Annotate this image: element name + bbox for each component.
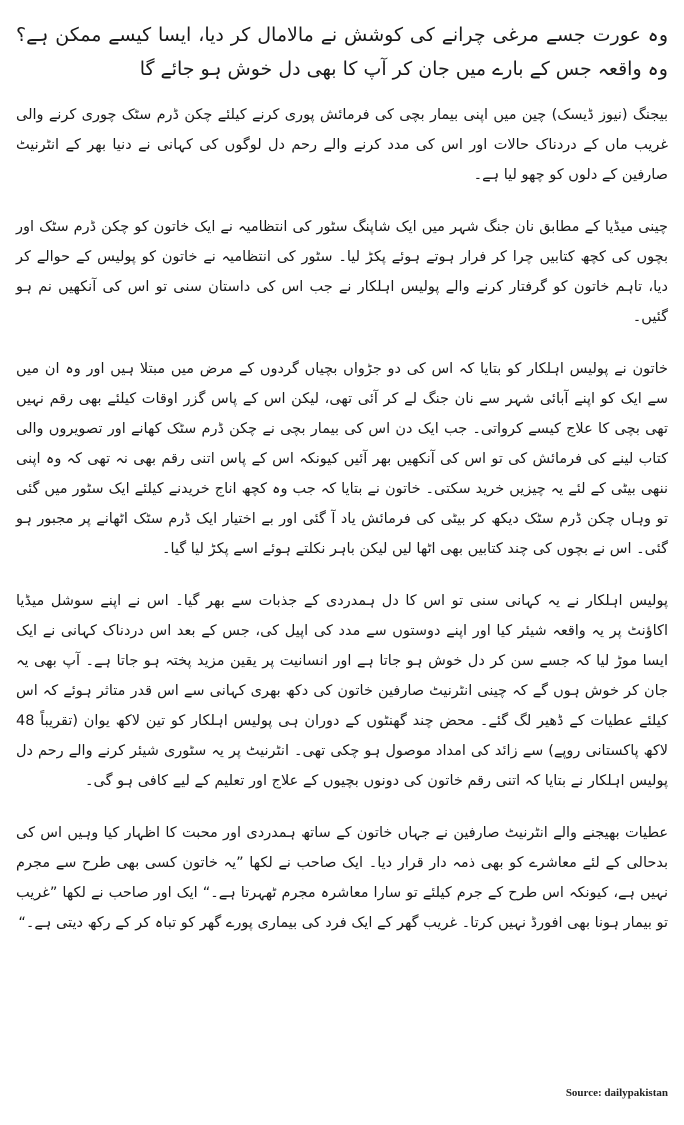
article-paragraph-5: عطیات بھیجنے والے انٹرنیٹ صارفین نے جہاں خاتون کے ساتھ ہمدردی اور محبت کا اظہار کیا وہیں اس کی بدحالی کے لئے معاشرے کو بھی ذمہ دار قرار دیا۔ ایک صاحب نے لکھا ”یہ خاتون کسی بھی طرح سے مجرم نہیں ہے، کیونکہ اس طرح کے جرم کیلئے تو سارا معاشرہ مجرم ٹھہرتا ہے۔“ ایک اور صاحب نے لکھا ”غریب تو بیمار ہونا بھی افورڈ نہیں کرتا۔ غریب گھر کے ایک فرد کی بیماری پورے گھر کو تباہ کر کے رکھ دیتی ہے۔“	[16, 825, 668, 931]
article-paragraph-1: بیجنگ (نیوز ڈیسک) چین میں اپنی بیمار بچی کی فرمائش پوری کرنے کیلئے چکن ڈرم سٹک چوری کرنے والی غریب ماں کے دردناک حالات اور اس کی مدد کرنے والے رحم دل لوگوں کی کہانی نے دنیا بھر کے انٹرنیٹ صارفین کے دلوں کو چھو لیا ہے۔	[16, 107, 668, 183]
article-paragraph-4: پولیس اہلکار نے یہ کہانی سنی تو اس کا دل ہمدردی کے جذبات سے بھر گیا۔ اس نے اپنے سوشل میڈیا اکاؤنٹ پر یہ واقعہ شیئر کیا اور اپنے دوستوں سے مدد کی اپیل کی، جس کے بعد اس دردناک کہانی نے ایک ایسا موڑ لیا کہ جسے سن کر دل خوش ہو جاتا ہے اور انسانیت پر یقین مزید پختہ ہو جاتا ہے۔ آپ بھی یہ جان کر خوش ہوں گے کہ چینی انٹرنیٹ صارفین خاتون کی دکھ بھری کہانی سے اس قدر متاثر ہوئے کہ اس کیلئے عطیات کے ڈھیر لگ گئے۔ محض چند گھنٹوں کے دوران ہی پولیس اہلکار کو تین لاکھ یوان (تقریباً 48 لاکھ پاکستانی روپے) سے زائد کی امداد موصول ہو چکی تھی۔ انٹرنیٹ پر یہ سٹوری شیئر کرنے والے رحم دل پولیس اہلکار نے بتایا کہ اتنی رقم خاتون کی دونوں بچیوں کے علاج اور تعلیم کے لیے کافی ہو گی۔	[16, 593, 668, 789]
source-credit: Source: dailypakistan	[565, 1087, 668, 1099]
article-headline: وہ عورت جسے مرغی چرانے کی کوشش نے مالامال کر دیا، ایسا کیسے ممکن ہے؟ وہ واقعہ جس کے بارے میں جان کر آپ کا بھی دل خوش ہو جائے گا	[16, 24, 668, 80]
article-paragraph-3: خاتون نے پولیس اہلکار کو بتایا کہ اس کی دو جڑواں بچیاں گردوں کے مرض میں مبتلا ہیں اور وہ ان میں سے ایک کو اپنے آبائی شہر سے نان جنگ لے کر آئی تھی، لیکن اس کے پاس گزر اوقات کیلئے بھی رقم نہیں تھی بچی کا علاج کیسے کرواتی۔ جب ایک دن اس کی بیمار بچی نے چکن ڈرم سٹک کھانے اور تصویروں والی کتاب لینے کی فرمائش کی تو اس کی آنکھیں بھر آئیں کیونکہ اس کے پاس اتنی رقم بھی نہ تھی کہ وہ اپنی ننھی بیٹی کے لئے یہ چیزیں خرید سکتی۔ خاتون نے بتایا کہ جب وہ کچھ اناج خریدنے کیلئے ایک سٹور میں گئی تو وہاں چکن ڈرم سٹک دیکھ کر بیٹی کی فرمائش یاد آ گئی اور بے اختیار ایک ڈرم سٹک اٹھانے پر مجبور ہو گئی۔ اس نے بچوں کی چند کتابیں بھی اٹھا لیں لیکن باہر نکلتے ہوئے اسے پکڑ لیا گیا۔	[16, 361, 668, 557]
article-paragraph-2: چینی میڈیا کے مطابق نان جنگ شہر میں ایک شاپنگ سٹور کی انتظامیہ نے ایک خاتون کو چکن ڈرم سٹک اور بچوں کی کچھ کتابیں چرا کر فرار ہوتے ہوئے پکڑ لیا۔ سٹور کی انتظامیہ نے خاتون کو پولیس کے حوالے کر دیا، تاہم خاتون کو گرفتار کرنے والے پولیس اہلکار نے جب اس کی داستان سنی تو اس کی آنکھیں نم ہو گئیں۔	[16, 219, 668, 325]
